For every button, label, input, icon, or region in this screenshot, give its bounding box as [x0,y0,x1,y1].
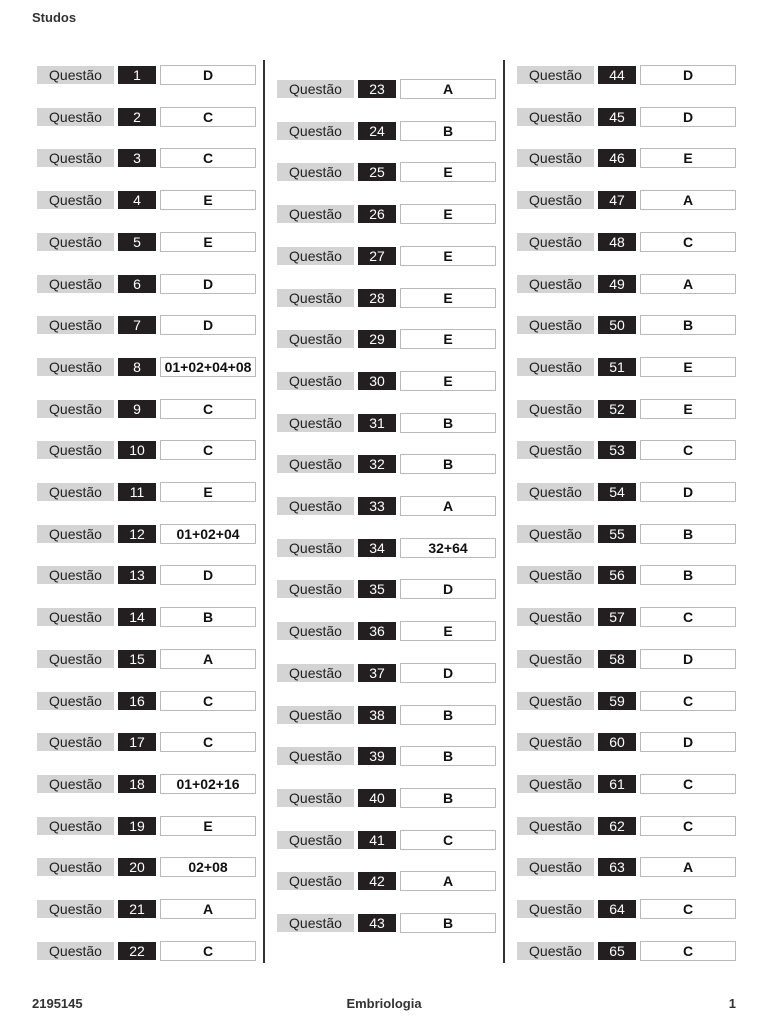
question-label: Questão [277,247,354,265]
question-label: Questão [37,525,114,543]
answer-value: C [640,691,736,711]
answer-value: A [160,899,256,919]
answer-value: C [160,148,256,168]
question-number: 64 [598,900,636,918]
question-number: 11 [118,483,156,501]
answer-value: B [400,121,496,141]
question-number: 9 [118,400,156,418]
question-number: 1 [118,66,156,84]
question-label: Questão [277,664,354,682]
question-label: Questão [37,108,114,126]
question-label: Questão [277,622,354,640]
question-number: 26 [358,205,396,223]
answer-row [517,816,737,836]
question-label: Questão [517,566,594,584]
question-label: Questão [37,566,114,584]
question-number: 37 [358,664,396,682]
answer-row [277,705,497,725]
answer-value: C [400,830,496,850]
question-number: 59 [598,692,636,710]
answer-value: C [640,941,736,961]
answer-value: A [400,79,496,99]
question-number: 17 [118,733,156,751]
answer-row [517,941,737,961]
question-number: 47 [598,191,636,209]
answer-value: A [400,871,496,891]
answer-row [37,274,257,294]
answer-row [37,732,257,752]
question-label: Questão [517,66,594,84]
question-label: Questão [277,372,354,390]
answer-row [517,607,737,627]
question-number: 33 [358,497,396,515]
answer-row [517,315,737,335]
answer-row [517,232,737,252]
question-label: Questão [277,831,354,849]
question-label: Questão [37,608,114,626]
question-number: 38 [358,706,396,724]
answer-value: 02+08 [160,857,256,877]
question-number: 22 [118,942,156,960]
answer-value: A [400,496,496,516]
question-number: 60 [598,733,636,751]
answer-row [37,524,257,544]
question-label: Questão [37,483,114,501]
question-number: 43 [358,914,396,932]
question-label: Questão [517,608,594,626]
question-label: Questão [517,858,594,876]
answer-row [277,913,497,933]
question-label: Questão [37,692,114,710]
question-number: 42 [358,872,396,890]
question-number: 25 [358,163,396,181]
question-number: 18 [118,775,156,793]
answer-value: D [640,107,736,127]
answer-row [517,148,737,168]
answer-row [277,371,497,391]
answer-value: 32+64 [400,538,496,558]
question-label: Questão [517,358,594,376]
answer-row [37,232,257,252]
question-label: Questão [517,400,594,418]
question-label: Questão [277,289,354,307]
question-label: Questão [277,163,354,181]
question-label: Questão [277,497,354,515]
answer-value: D [640,65,736,85]
question-number: 62 [598,817,636,835]
answer-row [517,649,737,669]
question-number: 24 [358,122,396,140]
answer-row [37,649,257,669]
answer-row [517,482,737,502]
question-label: Questão [37,66,114,84]
answer-row [517,274,737,294]
answer-value: C [160,399,256,419]
answer-value: D [160,315,256,335]
question-label: Questão [517,191,594,209]
answer-row [277,663,497,683]
answer-value: C [640,232,736,252]
answer-value: B [160,607,256,627]
question-number: 44 [598,66,636,84]
question-number: 45 [598,108,636,126]
answer-row [37,774,257,794]
answer-value: E [400,246,496,266]
answer-value: C [640,899,736,919]
document-code: 2195145 [32,996,83,1011]
answer-row [37,691,257,711]
answer-value: D [160,274,256,294]
answer-value: C [640,774,736,794]
question-label: Questão [277,80,354,98]
question-number: 20 [118,858,156,876]
question-number: 57 [598,608,636,626]
answer-row [277,746,497,766]
answer-value: E [400,162,496,182]
question-label: Questão [37,275,114,293]
answer-value: D [400,663,496,683]
question-label: Questão [517,441,594,459]
question-number: 19 [118,817,156,835]
question-number: 51 [598,358,636,376]
question-label: Questão [37,900,114,918]
answer-value: 01+02+04+08 [160,357,256,377]
answer-value: C [640,440,736,460]
subject-title: Embriologia [346,996,422,1011]
question-number: 39 [358,747,396,765]
answer-row [517,399,737,419]
answer-row [37,440,257,460]
answer-row [37,357,257,377]
answer-row [277,121,497,141]
question-number: 3 [118,149,156,167]
question-number: 54 [598,483,636,501]
question-number: 36 [358,622,396,640]
answer-value: A [640,190,736,210]
question-label: Questão [277,539,354,557]
answer-row [37,857,257,877]
question-label: Questão [517,108,594,126]
answer-value: E [400,621,496,641]
answer-value: B [400,705,496,725]
answer-value: B [400,746,496,766]
answer-row [517,732,737,752]
question-number: 27 [358,247,396,265]
answer-row [37,148,257,168]
answer-row [517,524,737,544]
question-number: 28 [358,289,396,307]
question-label: Questão [37,650,114,668]
question-number: 48 [598,233,636,251]
question-number: 13 [118,566,156,584]
page-number: 1 [728,996,736,1011]
question-label: Questão [277,872,354,890]
answer-value: D [640,482,736,502]
answer-value: B [400,788,496,808]
question-label: Questão [37,817,114,835]
answer-row [277,538,497,558]
question-number: 53 [598,441,636,459]
answer-row [37,607,257,627]
answer-row [37,482,257,502]
answer-value: E [160,232,256,252]
question-number: 61 [598,775,636,793]
answer-value: E [160,482,256,502]
answer-row [517,190,737,210]
question-number: 41 [358,831,396,849]
question-label: Questão [517,733,594,751]
answer-value: A [640,857,736,877]
answer-value: B [400,454,496,474]
question-number: 21 [118,900,156,918]
question-number: 35 [358,580,396,598]
answer-row [37,565,257,585]
answer-row [277,871,497,891]
question-label: Questão [37,441,114,459]
question-number: 31 [358,414,396,432]
answer-row [277,204,497,224]
answer-value: C [640,607,736,627]
question-label: Questão [517,942,594,960]
question-number: 4 [118,191,156,209]
answer-row [277,329,497,349]
question-number: 65 [598,942,636,960]
answer-value: D [160,565,256,585]
answer-row [37,941,257,961]
question-number: 12 [118,525,156,543]
question-label: Questão [517,650,594,668]
question-label: Questão [517,149,594,167]
answer-row [517,440,737,460]
answer-value: E [400,288,496,308]
answer-value: E [160,816,256,836]
question-label: Questão [277,330,354,348]
answer-row [277,454,497,474]
question-label: Questão [517,316,594,334]
question-label: Questão [37,858,114,876]
question-label: Questão [517,692,594,710]
answer-value: C [160,732,256,752]
question-number: 40 [358,789,396,807]
answer-row [37,816,257,836]
answer-value: C [160,107,256,127]
question-label: Questão [277,414,354,432]
question-number: 7 [118,316,156,334]
question-number: 15 [118,650,156,668]
answer-row [277,830,497,850]
question-number: 49 [598,275,636,293]
question-label: Questão [277,122,354,140]
question-label: Questão [517,775,594,793]
question-label: Questão [277,789,354,807]
answer-row [517,357,737,377]
question-label: Questão [517,275,594,293]
question-number: 10 [118,441,156,459]
answer-row [37,190,257,210]
answer-row [277,788,497,808]
answer-row [517,565,737,585]
answer-row [517,857,737,877]
question-label: Questão [517,817,594,835]
question-label: Questão [517,233,594,251]
answer-value: E [400,329,496,349]
question-label: Questão [277,580,354,598]
answer-row [517,691,737,711]
answer-value: B [400,413,496,433]
answer-row [37,107,257,127]
answer-value: D [160,65,256,85]
answer-row [37,399,257,419]
question-label: Questão [277,205,354,223]
answer-value: C [160,440,256,460]
answer-value: B [640,524,736,544]
question-number: 63 [598,858,636,876]
answer-value: C [640,816,736,836]
question-number: 50 [598,316,636,334]
question-label: Questão [277,747,354,765]
question-number: 5 [118,233,156,251]
answer-row [277,413,497,433]
question-number: 14 [118,608,156,626]
answer-row [37,65,257,85]
question-label: Questão [37,316,114,334]
question-number: 46 [598,149,636,167]
question-number: 8 [118,358,156,376]
answer-value: E [400,371,496,391]
question-number: 6 [118,275,156,293]
answer-row [277,288,497,308]
answer-value: E [640,357,736,377]
answer-row [517,107,737,127]
question-number: 52 [598,400,636,418]
answer-value: E [160,190,256,210]
question-label: Questão [37,233,114,251]
answer-row [277,246,497,266]
answer-value: E [640,148,736,168]
answer-row [277,621,497,641]
question-number: 30 [358,372,396,390]
question-label: Questão [517,525,594,543]
answer-value: D [400,579,496,599]
question-label: Questão [37,775,114,793]
question-label: Questão [277,455,354,473]
answer-value: D [640,732,736,752]
answer-row [277,496,497,516]
answer-value: E [640,399,736,419]
answer-row [277,579,497,599]
answer-row [277,79,497,99]
question-label: Questão [517,900,594,918]
answer-value: D [640,649,736,669]
answer-value: C [160,941,256,961]
answer-value: E [400,204,496,224]
question-number: 58 [598,650,636,668]
answer-row [517,774,737,794]
answer-value: 01+02+04 [160,524,256,544]
answer-row [517,65,737,85]
column-divider-left [263,60,265,963]
question-number: 2 [118,108,156,126]
answer-value: A [160,649,256,669]
question-label: Questão [37,942,114,960]
answer-row [37,315,257,335]
question-number: 29 [358,330,396,348]
question-number: 56 [598,566,636,584]
question-label: Questão [37,400,114,418]
answer-value: B [640,315,736,335]
question-number: 55 [598,525,636,543]
answer-value: B [640,565,736,585]
answer-row [517,899,737,919]
question-label: Questão [277,706,354,724]
question-label: Questão [277,914,354,932]
brand-logo-text: Studos [32,10,77,25]
answer-row [277,162,497,182]
question-label: Questão [37,733,114,751]
answer-value: A [640,274,736,294]
column-divider-right [503,60,505,963]
question-label: Questão [37,149,114,167]
question-number: 34 [358,539,396,557]
answer-value: B [400,913,496,933]
question-label: Questão [37,191,114,209]
question-number: 16 [118,692,156,710]
answer-value: 01+02+16 [160,774,256,794]
question-number: 32 [358,455,396,473]
question-label: Questão [37,358,114,376]
answer-row [37,899,257,919]
question-number: 23 [358,80,396,98]
answer-value: C [160,691,256,711]
question-label: Questão [517,483,594,501]
